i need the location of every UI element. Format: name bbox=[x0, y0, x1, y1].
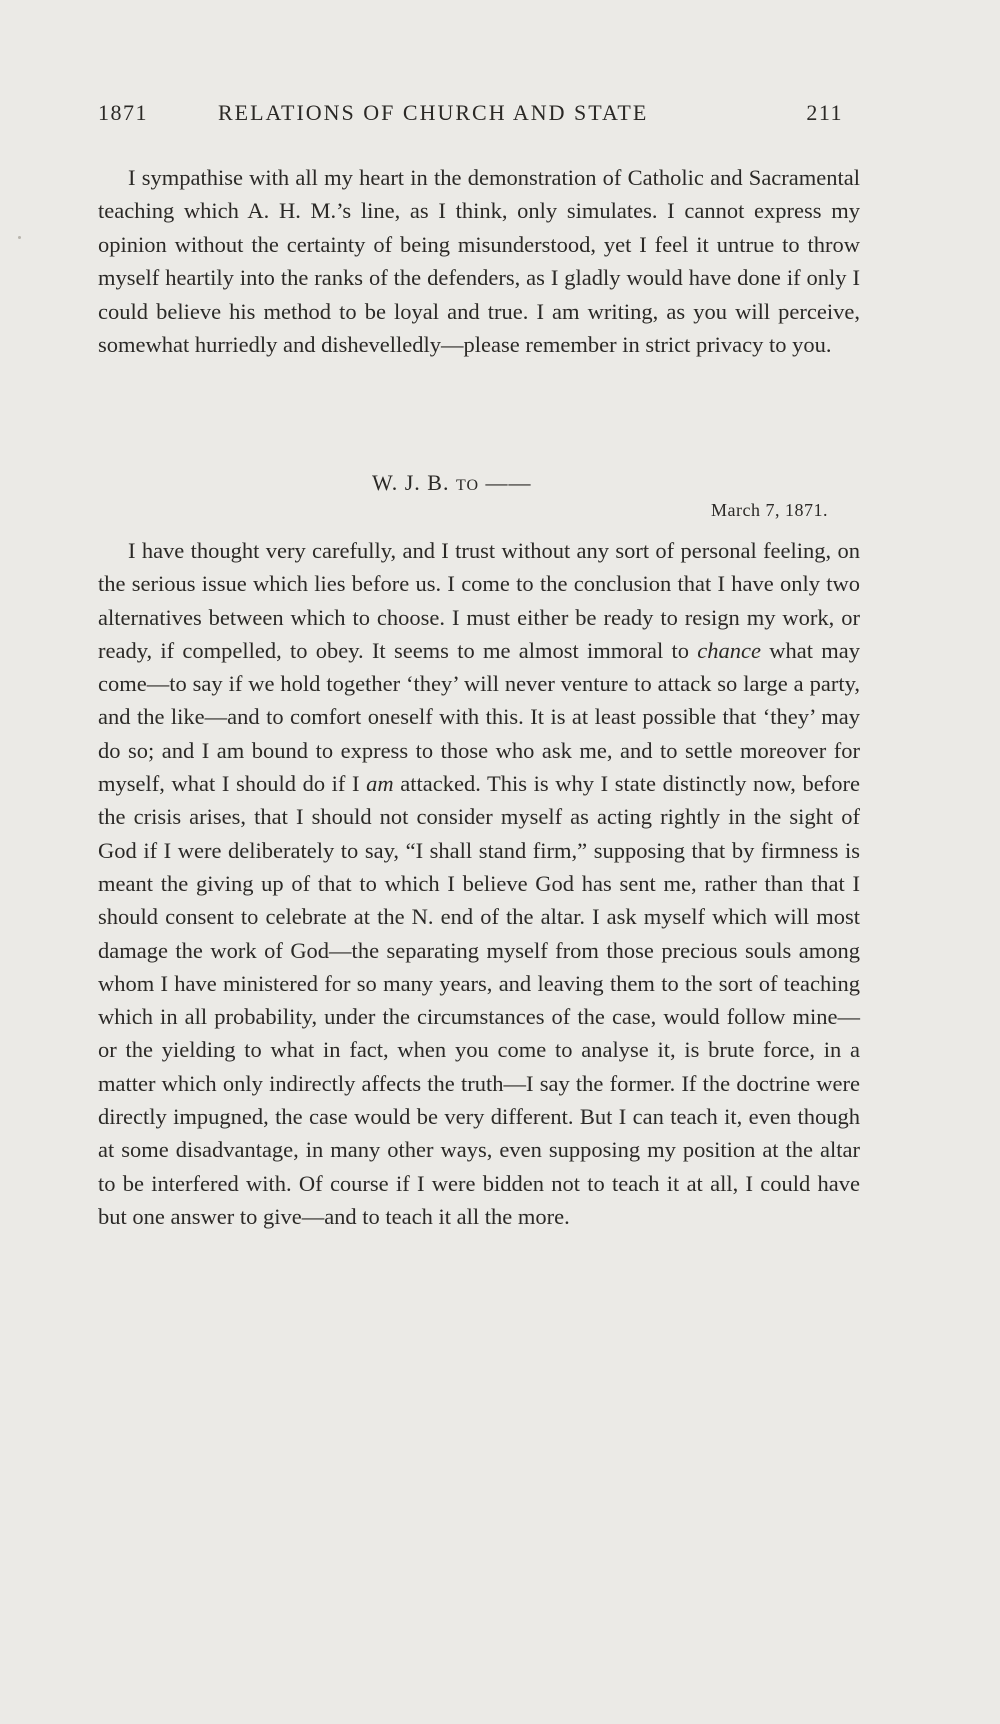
paragraph-1: I sympathise with all my heart in the demonstration of Catholic and Sacramental teaching which A. H. M.’s line, as I think, only simulates. I cannot express my opinion without the certainty of being misunderstood, yet I feel it untrue to throw myself heartily into the ranks of the defenders, as I gladly would have done if only I could believe his method to be loyal and true. I am writing, as you will perceive, somewhat hurriedly and dishevelledly—please remember in strict privacy to you. bbox=[98, 165, 860, 358]
paper-speck bbox=[18, 236, 21, 239]
letter-heading-text bbox=[372, 470, 532, 496]
emphasis-chance: chance bbox=[697, 637, 761, 663]
letter-date: March 7, 1871. bbox=[711, 500, 828, 520]
paragraph-2-part-1: I have thought very carefully, and I trust without any sort of personal feeling, on the serious issue which lies before us. I come to the conclusion that I have only two alternatives between which to choose. I must either be ready to resign my work, or ready, if compelled, to obey. It seems to me almost immoral to bbox=[98, 538, 860, 663]
header-year: 1871 bbox=[98, 100, 148, 125]
letter-heading bbox=[0, 470, 1000, 510]
letter-recipient: —— bbox=[485, 470, 532, 495]
header-title: RELATIONS OF CHURCH AND STATE bbox=[218, 100, 649, 125]
running-header bbox=[98, 100, 843, 130]
letter-sender: W. J. B. bbox=[372, 470, 450, 495]
letter-to-word: TO bbox=[455, 477, 480, 494]
emphasis-am: am bbox=[366, 771, 394, 797]
paragraph-2-part-2: what may come—to say if we hold together ‘they’ will never venture to attack so large a party, and the like—and to comfort oneself with this. It is at least possible that ‘they’ may do so; and I am bound to express to those who ask me, and to settle moreover for myself, what I should do if I bbox=[98, 637, 860, 797]
paragraph-2-part-3: attacked. This is why I state distinctly now, before the crisis arises, that I should not consider myself as acting rightly in the sight of God if I were deliberately to say, “I shall stand firm,” supposing that by firmness is meant the giving up of that to which I believe God has sent me, rather than that I should consent to celebrate at the N. end of the altar. I ask myself which will most damage the work of God—the separating myself from those precious souls among whom I have ministered for so many years, and leaving them to the sort of teaching which in all probability, under the circumstances of the case, would follow mine—or the yielding to what in fact, when you come to analyse it, is brute force, in a matter which only indirectly affects the truth—I say the former. If the doctrine were directly impugned, the case would be very different. But I can teach it, even though at some disadvantage, in many other ways, even supposing my position at the altar to be interfered with. Of course if I were bidden not to teach it at all, I could have but one answer to give—and to teach it all the more. bbox=[98, 771, 860, 1229]
paragraph-2 bbox=[98, 534, 860, 1233]
page-number: 211 bbox=[806, 100, 843, 125]
